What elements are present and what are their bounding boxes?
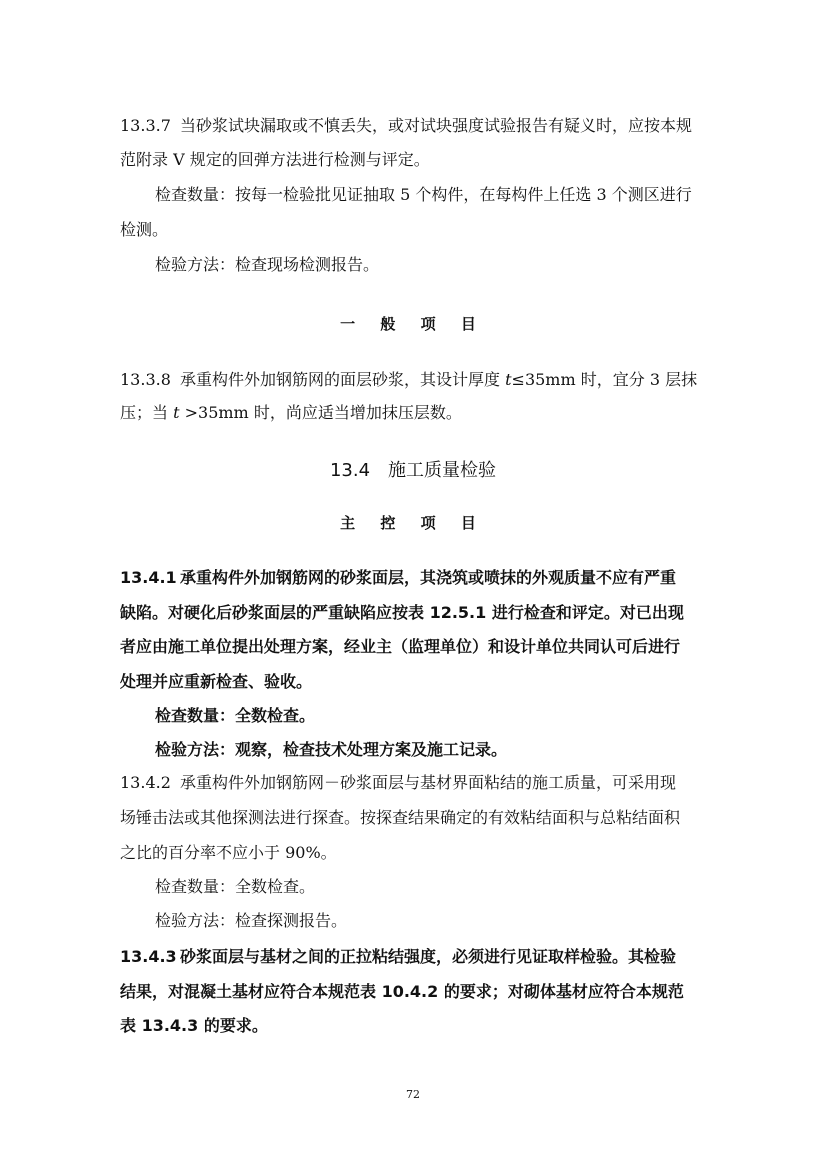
clause-text: 砂浆面层与基材之间的正拉粘结强度，必须进行见证取样检验。其检验 bbox=[180, 947, 677, 966]
clause-text: 当砂浆试块漏取或不慎丢失，或对试块强度试验报告有疑义时，应按本规 bbox=[180, 116, 693, 135]
inspection-quantity-line: 检查数量：全数检查。 bbox=[155, 706, 316, 725]
inspection-quantity-line-2: 检测。 bbox=[120, 220, 169, 239]
inspection-method-line: 检验方法：检查探测报告。 bbox=[155, 911, 348, 930]
thickness-variable: t bbox=[505, 370, 512, 389]
clause-13-3-8-line-1 bbox=[120, 370, 697, 390]
clause-number: 13.4.2 bbox=[120, 773, 171, 792]
inspection-quantity-line: 检查数量：全数检查。 bbox=[155, 877, 316, 896]
main-control-items-heading: 主 控 项 目 bbox=[340, 514, 486, 532]
clause-number: 13.4.3 bbox=[120, 947, 177, 966]
clause-13-4-2-line-2: 场锤击法或其他探测法进行探查。按探查结果确定的有效粘结面积与总粘结面积 bbox=[120, 808, 681, 827]
clause-text: 承重构件外加钢筋网的面层砂浆，其设计厚度 bbox=[180, 370, 506, 389]
clause-13-4-1-line-3: 者应由施工单位提出处理方案，经业主（监理单位）和设计单位共同认可后进行 bbox=[120, 637, 681, 656]
clause-text: ≤35mm 时，宜分 3 层抹 bbox=[511, 370, 698, 389]
inspection-method-line: 检验方法：检查现场检测报告。 bbox=[155, 255, 380, 274]
clause-number: 13.4.1 bbox=[120, 568, 177, 587]
clause-number: 13.3.8 bbox=[120, 370, 171, 389]
clause-13-4-3-line-2: 结果，对混凝土基材应符合本规范表 10.4.2 的要求；对砌体基材应符合本规范 bbox=[120, 982, 684, 1001]
general-items-heading: 一 般 项 目 bbox=[340, 315, 486, 333]
section-heading: 13.4 施工质量检验 bbox=[329, 460, 497, 481]
clause-text: 承重构件外加钢筋网的砂浆面层，其浇筑或喷抹的外观质量不应有严重 bbox=[180, 568, 677, 587]
clause-text: >35mm 时，尚应适当增加抹压层数。 bbox=[179, 403, 462, 422]
page-number: 72 bbox=[406, 1088, 420, 1101]
clause-13-4-2-line-3: 之比的百分率不应小于 90%。 bbox=[120, 843, 337, 862]
clause-13-4-3-line-3: 表 13.4.3 的要求。 bbox=[120, 1016, 268, 1035]
clause-13-4-1-line-4: 处理并应重新检查、验收。 bbox=[120, 672, 313, 691]
clause-13-4-1-line-2: 缺陷。对硬化后砂浆面层的严重缺陷应按表 12.5.1 进行检查和评定。对已出现 bbox=[120, 603, 684, 622]
clause-number: 13.3.7 bbox=[120, 116, 171, 135]
clause-13-3-8-line-2 bbox=[120, 403, 462, 423]
thickness-variable: t bbox=[173, 403, 180, 422]
inspection-method-line: 检验方法：观察，检查技术处理方案及施工记录。 bbox=[155, 740, 508, 759]
clause-text: 压；当 bbox=[120, 403, 174, 422]
clause-text: 承重构件外加钢筋网－砂浆面层与基材界面粘结的施工质量，可采用现 bbox=[180, 773, 677, 792]
clause-13-3-7-line-2: 范附录 V 规定的回弹方法进行检测与评定。 bbox=[120, 150, 430, 169]
clause-13-4-3-line-1 bbox=[120, 947, 676, 967]
clause-13-3-7-line-1 bbox=[120, 116, 692, 136]
inspection-quantity-line: 检查数量：按每一检验批见证抽取 5 个构件，在每构件上任选 3 个测区进行 bbox=[155, 185, 692, 204]
clause-13-4-2-line-1 bbox=[120, 773, 676, 793]
clause-13-4-1-line-1 bbox=[120, 568, 676, 588]
